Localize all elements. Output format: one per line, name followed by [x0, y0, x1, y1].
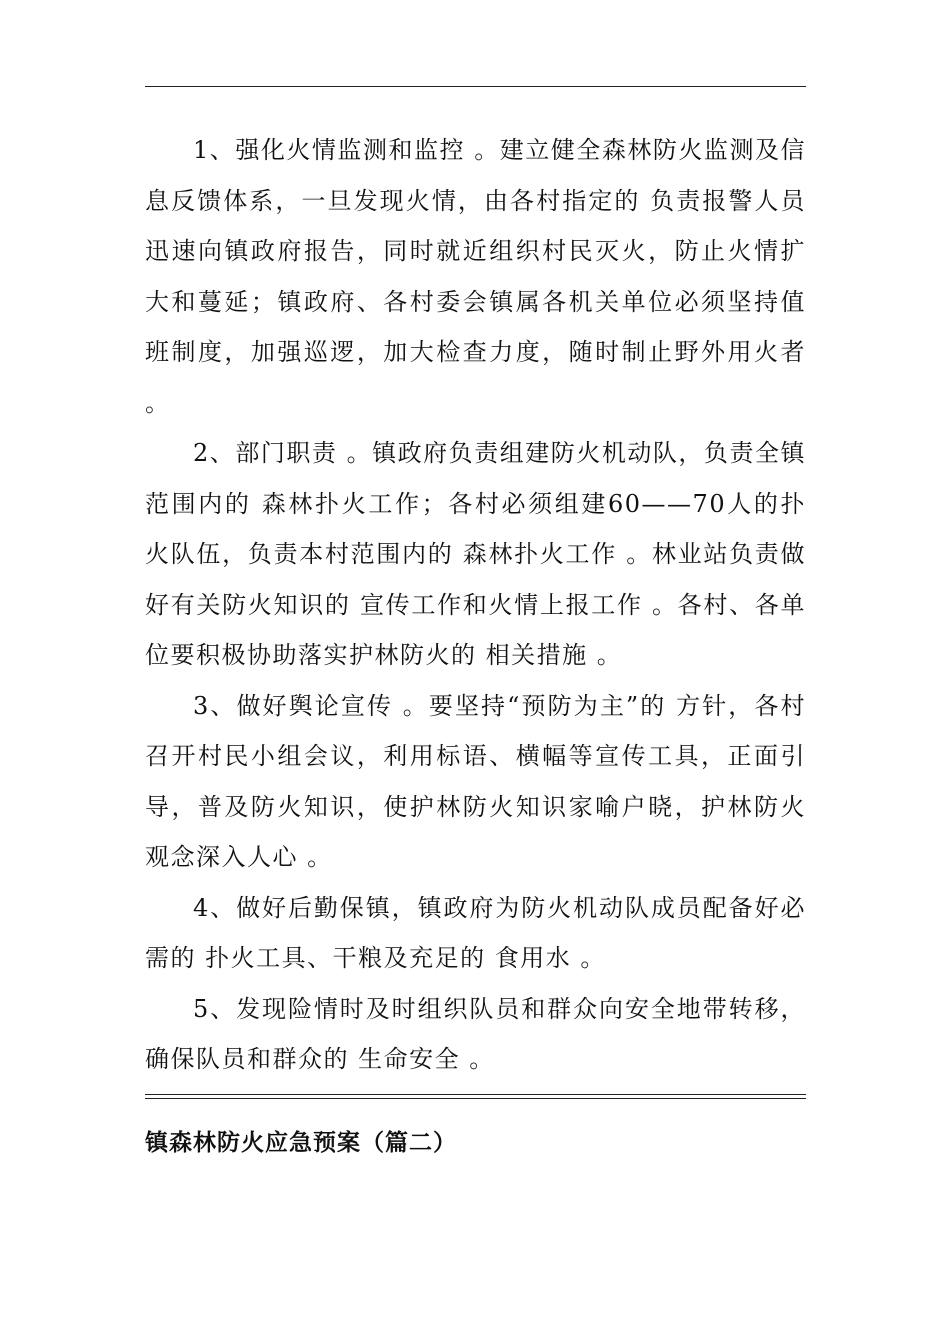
paragraph-1-fire-monitoring: 1、强化火情监测和监控 。建立健全森林防火监测及信息反馈体系，一旦发现火情，由各村指定的 负责报警人员迅速向镇政府报告，同时就近组织村民灭火，防止火情扩大和蔓延；镇政府、各村委会镇属各机关单位必须坚持值班制度，加强巡逻，加大检查力度，随时制止野外用火者 。 [145, 136, 806, 417]
section-divider [145, 1094, 806, 1099]
section-heading: 镇森林防火应急预案（篇二） [145, 1130, 457, 1156]
document-body [145, 125, 806, 1085]
paragraph-2-department-duties: 2、部门职责 。镇政府负责组建防火机动队，负责全镇范围内的 森林扑火工作；各村必须组建60——70人的扑火队伍，负责本村范围内的 森林扑火工作 。林业站负责做好有关防火知识的 宣传工作和火情上报工作 。各村、各单位要积极协助落实护林防火的 相关措施 。 [145, 439, 806, 669]
paragraph-5-evacuation: 5、发现险情时及时组织队员和群众向安全地带转移，确保队员和群众的 生命安全 。 [145, 994, 806, 1073]
paragraph-3-publicity: 3、做好舆论宣传 。要坚持“预防为主”的 方针，各村召开村民小组会议，利用标语、横幅等宣传工具，正面引导，普及防火知识，使护林防火知识家喻户晓，护林防火观念深入人心 。 [145, 691, 806, 871]
paragraph-4-logistics: 4、做好后勤保镇，镇政府为防火机动队成员配备好必需的 扑火工具、干粮及充足的 食用水 。 [145, 893, 806, 972]
header-rule [145, 86, 806, 87]
